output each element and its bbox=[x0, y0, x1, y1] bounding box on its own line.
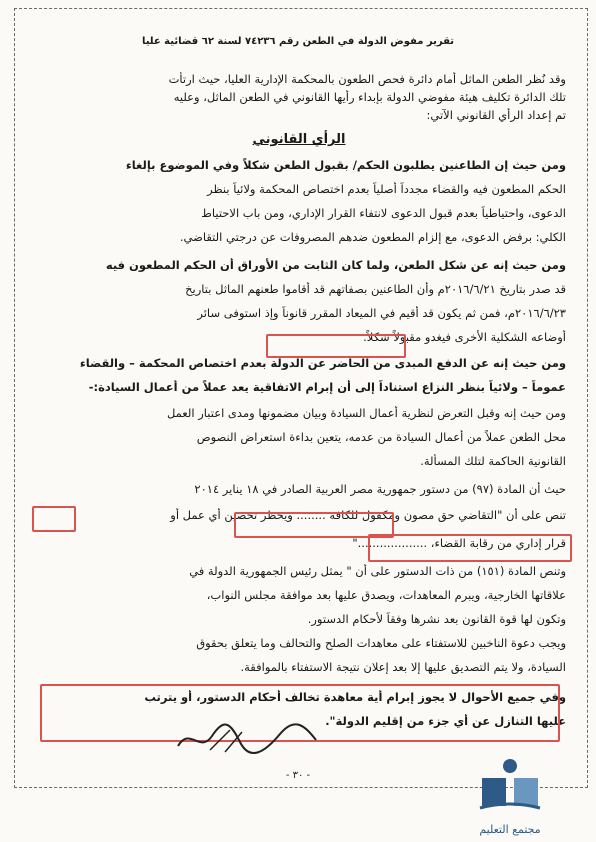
body-line-9: ومن حيث إنه عن الدفع المبدى من الحاضر عن الدولة بعدم اختصاص المحكمة – والقضاء bbox=[79, 356, 566, 370]
body-line-1-text: ومن حيث إن الطاعنين يطلبون الحكم/ بقبول الطعن شكلاً وفي الموضوع بإلغاء bbox=[125, 158, 566, 172]
signature-mark bbox=[170, 716, 320, 760]
body-line-2: الحكم المطعون فيه والقضاء مجدداً أصلياً بعدم اختصاص المحكمة ولائياً بنظر bbox=[207, 182, 566, 196]
body-line-23: عليها التنازل عن أي جزء من إقليم الدولة". bbox=[325, 714, 566, 728]
intro-line-3: تم إعداد الرأي القانوني الآتي: bbox=[426, 108, 566, 122]
logo-text: مجتمع التعليم bbox=[479, 823, 541, 836]
intro-line-1: وقد نُظر الطعن الماثل أمام دائرة فحص الطعون بالمحكمة الإدارية العليا، حيث ارتأت bbox=[168, 72, 566, 86]
body-line-21: السيادة، ولا يتم التصديق عليها إلا بعد إعلان نتيجة الاستفتاء بالموافقة. bbox=[240, 660, 566, 674]
body-line-17: وتنص المادة (١٥١) من ذات الدستور على أن " يمثل رئيس الجمهورية الدولة في bbox=[189, 564, 566, 578]
body-line-18: علاقاتها الخارجية، ويبرم المعاهدات، ويصدق عليها بعد موافقة مجلس النواب، bbox=[206, 588, 566, 602]
body-line-8: أوضاعه الشكلية الأخرى فيغدو مقبولاً شكلاً. bbox=[363, 330, 566, 344]
body-line-15: تنص على أن "التقاضي حق مصون ومكفول للكافة ........ ويحظر تحصين أي عمل أو bbox=[170, 508, 566, 522]
site-logo bbox=[460, 756, 560, 836]
body-line-6: قد صدر بتاريخ ٢٠١٦/٦/٢١م وأن الطاعنين بصفاتهم قد أقاموا طعنهم الماثل بتاريخ bbox=[185, 282, 566, 296]
highlight-box-accepted-form bbox=[266, 334, 406, 358]
body-line-11: ومن حيث إنه وقبل التعرض لنظرية أعمال السيادة وبيان مضمونها ومدى اعتبار العمل bbox=[166, 406, 566, 420]
body-line-14: حيث أن المادة (٩٧) من دستور جمهورية مصر العربية الصادر في ١٨ يناير ٢٠١٤ bbox=[194, 482, 566, 496]
books-icon bbox=[460, 756, 560, 816]
body-line-13: القانونية الحاكمة لتلك المسألة. bbox=[420, 454, 566, 468]
body-line-22: وفي جميع الأحوال لا يجوز إبرام أية معاهدة تخالف أحكام الدستور، أو يترتب bbox=[144, 690, 566, 704]
body-line-20: ويجب دعوة الناخبين للاستفتاء على معاهدات الصلح والتحالف وما يتعلق بحقوق bbox=[196, 636, 566, 650]
body-line-3: الدعوى، واحتياطياً بعدم قبول الدعوى لانتفاء القرار الإداري، ومن باب الاحتياط bbox=[201, 206, 566, 220]
intro-line-2: تلك الدائرة تكليف هيئة مفوضي الدولة بإبداء رأيها القانوني في الطعن الماثل، وعليه bbox=[173, 90, 566, 104]
highlight-box-judicial-review bbox=[368, 534, 572, 562]
body-line-10: عموماً – ولائياً بنظر النزاع استناداً إلى أن إبرام الاتفاقية يعد عملاً من أعمال السيادة:- bbox=[88, 380, 566, 394]
highlight-box-any-act bbox=[32, 506, 76, 532]
section-title: الرأي القانوني bbox=[252, 132, 346, 147]
report-header: تقرير مفوض الدولة في الطعن رقم ٧٤٢٣٦ لسنة ٦٢ قضائية عليا bbox=[141, 36, 455, 47]
body-line-16: قرار إداري من رقابة القضاء، ..................." bbox=[352, 536, 566, 550]
body-line-1 bbox=[32, 158, 566, 172]
body-line-19: وتكون لها قوة القانون بعد نشرها وفقاً لأحكام الدستور. bbox=[307, 612, 566, 626]
body-line-5: ومن حيث إنه عن شكل الطعن، ولما كان الثابت من الأوراق أن الحكم المطعون فيه bbox=[105, 258, 566, 272]
page-number: - ٣٠ - bbox=[285, 770, 311, 781]
body-line-4: الكلي: برفض الدعوى، مع إلزام المطعون ضدهم المصروفات عن درجتي التقاضي. bbox=[179, 230, 566, 244]
body-line-12: محل الطعن عملاً من أعمال السيادة من عدمه، يتعين بداءة استعراض النصوص bbox=[196, 430, 566, 444]
body-line-7: ٢٠١٦/٦/٢٣م، فمن ثم يكون قد أقيم في الميعاد المقرر قانوناً وإذ استوفى سائر bbox=[197, 306, 566, 320]
